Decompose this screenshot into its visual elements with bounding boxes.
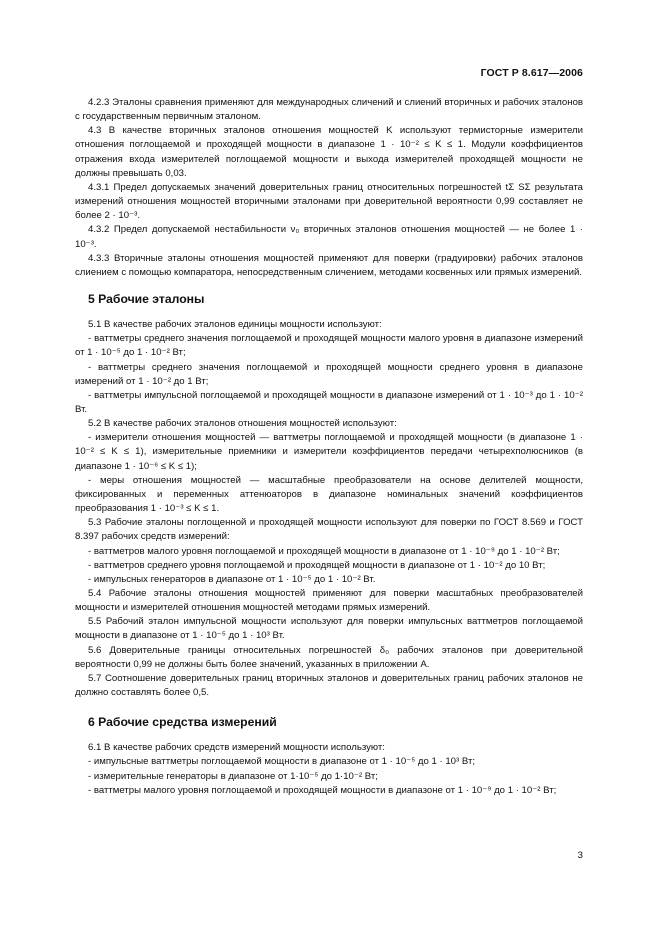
list-item: - ваттметры среднего значения поглощаемой и проходящей мощности среднего уровня в диапазоне измерений от 1 · 10⁻² до 1 Вт; bbox=[75, 361, 583, 387]
page-number: 3 bbox=[577, 850, 583, 861]
paragraph: 4.3.2 Предел допускаемой нестабильности ν₀ вторичных эталонов отношения мощностей — не более 1 · 10⁻³. bbox=[75, 224, 583, 250]
list-item: - импульсные ваттметры поглощаемой мощности в диапазоне от 1 · 10⁻⁵ до 1 · 10³ Вт; bbox=[88, 756, 475, 768]
standard-id: ГОСТ Р 8.617—2006 bbox=[480, 67, 583, 79]
list-item: - ваттметры импульсной поглощаемой и проходящей мощности в диапазоне измерений от 1 · 10⁻³ до 1 · 10⁻² Вт. bbox=[75, 389, 583, 415]
list-item: - измерители отношения мощностей — ваттметры поглощаемой и проходящей мощности (в диапазоне 1 · 10⁻² ≤ K ≤ 1), измерительные приемники и измерители коэффициентов передачи четырехполюсников (в диапазоне 1 · 10⁻⁶ ≤ K ≤ 1); bbox=[75, 432, 583, 472]
paragraph: 4.2.3 Эталоны сравнения применяют для международных сличений и слиений вторичных и рабочих эталонов с государственным первичным эталоном. bbox=[75, 97, 583, 123]
paragraph: 5.1 В качестве рабочих эталонов единицы мощности используют: bbox=[88, 319, 382, 331]
paragraph: 6.1 В качестве рабочих средств измерений мощности используют: bbox=[88, 742, 385, 754]
section-heading-6: 6 Рабочие средства измерений bbox=[88, 715, 277, 730]
paragraph: 5.6 Доверительные границы относительных погрешностей δ₀ рабочих эталонов при доверительной вероятности 0,99 не должны быть более значений, указанных в приложении А. bbox=[75, 644, 583, 670]
paragraph: 5.7 Соотношение доверительных границ вторичных эталонов и доверительных границ рабочих эталонов не должно составлять более 0,5. bbox=[75, 672, 583, 699]
list-item: - импульсных генераторов в диапазоне от 1 · 10⁻⁵ до 1 · 10⁻² Вт. bbox=[88, 573, 376, 585]
paragraph: 5.3 Рабочие эталоны поглощенной и проходящей мощности используют для поверки по ГОСТ 8.569 и ГОСТ 8.397 рабочих средств измерений: bbox=[75, 517, 583, 543]
paragraph: 5.2 В качестве рабочих эталонов отношения мощностей используют: bbox=[88, 418, 397, 430]
list-item: - меры отношения мощностей — масштабные преобразователи на основе делителей мощности, фиксированных и переменных аттенюаторов в диапазоне номинальных значений коэффициентов преобразования 1 · 10⁻³ ≤ K ≤ 1. bbox=[75, 474, 583, 515]
paragraph: 4.3.3 Вторичные эталоны отношения мощностей применяют для поверки (градуировки) рабочих эталонов слиением с помощью компаратора, непосредственным сличением, методами косвенных или прямых измерений. bbox=[75, 252, 583, 278]
paragraph: 5.4 Рабочие эталоны отношения мощностей применяют для поверки масштабных преобразователей мощности и измерителей отношения мощностей методами прямых измерений. bbox=[75, 588, 583, 614]
list-item: - ваттметры малого уровня поглощаемой и проходящей мощности в диапазоне от 1 · 10⁻⁹ до 1 · 10⁻² Вт; bbox=[88, 784, 557, 796]
paragraph: 4.3 В качестве вторичных эталонов отношения мощностей K используют термисторные измерители отношения поглощаемой и проходящей мощности в диапазоне 1 · 10⁻² ≤ K ≤ 1. Модули коэффициентов отражения входа измерителей поглощаемой мощности и выхода измерителей проходящей мощности не должны превышать 0,03. bbox=[75, 125, 583, 179]
section-heading-5: 5 Рабочие эталоны bbox=[88, 292, 205, 307]
list-item: - ваттметры среднего значения поглощаемой и проходящей мощности малого уровня в диапазоне измерений от 1 · 10⁻⁵ до 1 · 10⁻² Вт; bbox=[75, 333, 583, 359]
list-item: - ваттметров малого уровня поглощаемой и проходящей мощности в диапазоне от 1 · 10⁻⁹ до 1 · 10⁻² Вт; bbox=[88, 545, 560, 557]
document-body bbox=[75, 96, 583, 798]
list-item: - ваттметров среднего уровня поглощаемой и проходящей мощности в диапазоне от 1 · 10⁻² до 10 Вт; bbox=[88, 559, 546, 571]
paragraph: 5.5 Рабочий эталон импульсной мощности используют для поверки импульсных ваттметров поглощаемой мощности в диапазоне от 1 · 10⁻⁵ до 1 · 10³ Вт. bbox=[75, 616, 583, 642]
paragraph: 4.3.1 Предел допускаемых значений доверительных границ относительных погрешностей tΣ SΣ результата измерений отношения мощностей вторичными эталонами при доверительной вероятности 0,99 составляет не более 2 · 10⁻³. bbox=[75, 181, 583, 222]
list-item: - измерительные генераторы в диапазоне от 1·10⁻⁵ до 1·10⁻² Вт; bbox=[88, 770, 378, 782]
